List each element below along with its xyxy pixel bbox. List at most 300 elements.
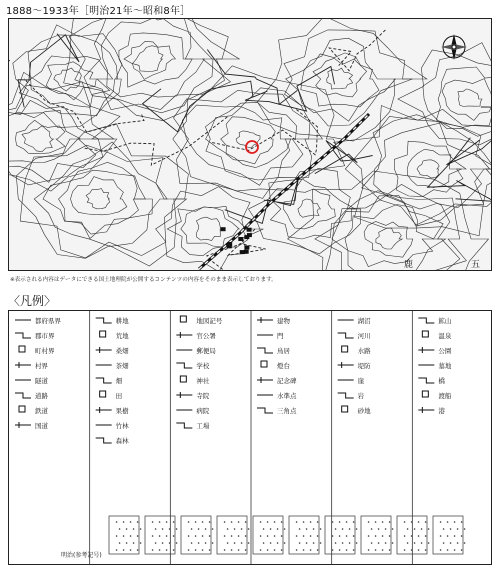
swatch-dot	[126, 542, 128, 544]
swatch-dot	[198, 528, 200, 530]
swatch-dot	[277, 542, 279, 544]
swatch-dot	[454, 521, 456, 523]
compass-rose-icon	[441, 34, 467, 60]
legend-label: 崖	[357, 377, 365, 385]
swatch-dot	[382, 549, 384, 551]
swatch-dot	[195, 535, 197, 537]
swatch-dot	[421, 542, 423, 544]
legend-label: 三角点	[277, 407, 297, 415]
building-block	[227, 242, 232, 246]
legend-symbols	[15, 316, 434, 443]
swatch-dot	[457, 528, 459, 530]
building-block	[247, 228, 252, 232]
swatch-dot	[443, 542, 445, 544]
road-9	[329, 30, 385, 71]
swatch-dot	[234, 528, 236, 530]
legend-label: 水路	[357, 347, 371, 355]
swatch-dot	[188, 549, 190, 551]
legend-labels	[35, 316, 452, 445]
swatch-dot	[123, 535, 125, 537]
swatch-dot	[339, 549, 341, 551]
legend-label: 隧道	[35, 377, 48, 385]
place-label-1: 鹿	[404, 260, 414, 270]
legend-label: 病院	[196, 407, 210, 415]
swatch-dot	[440, 549, 442, 551]
swatch-dot	[317, 549, 319, 551]
swatch-dot	[335, 542, 337, 544]
swatch-dot	[425, 549, 427, 551]
contour-0-1	[46, 62, 96, 100]
legend-panel	[8, 310, 492, 565]
swatch-dot	[414, 528, 416, 530]
legend-symbol-icon	[15, 333, 31, 338]
legend-label: 岩	[357, 392, 365, 400]
legend-symbol-icon	[100, 331, 106, 337]
swatch-dot	[140, 542, 142, 544]
swatch-dot	[209, 549, 211, 551]
swatch-dot	[116, 535, 118, 537]
swatch-dot	[263, 542, 265, 544]
legend-symbol-icon	[96, 407, 112, 413]
swatch-dot	[152, 521, 154, 523]
swatch-dot	[234, 542, 236, 544]
swatch-dot	[313, 528, 315, 530]
swatch-dot	[133, 542, 135, 544]
legend-label: 道路	[35, 392, 48, 400]
swatch-dot	[274, 521, 276, 523]
legend-symbol-icon	[96, 347, 112, 353]
contour-4-0	[417, 160, 439, 178]
swatch-dot	[454, 549, 456, 551]
swatch-dot	[339, 521, 341, 523]
building-block	[221, 227, 226, 231]
swatch-dot	[368, 521, 370, 523]
swatch-dot	[313, 542, 315, 544]
legend-symbol-icon	[180, 316, 186, 322]
swatch-dot	[447, 549, 449, 551]
swatch-dot	[155, 528, 157, 530]
swatch-dot	[306, 528, 308, 530]
swatch-dot	[368, 549, 370, 551]
swatch-dot	[224, 535, 226, 537]
contour-10-4	[398, 43, 492, 145]
swatch-dot	[162, 542, 164, 544]
road-8	[9, 60, 10, 108]
contour-3-0	[327, 68, 353, 89]
swatch-dot	[389, 535, 391, 537]
swatch-dot	[176, 542, 178, 544]
swatch-dot	[392, 542, 394, 544]
swatch-dot	[461, 521, 463, 523]
swatch-dot	[418, 521, 420, 523]
swatch-dot	[123, 549, 125, 551]
contour-6-0	[196, 217, 220, 240]
swatch-dot	[245, 549, 247, 551]
contour-1-3	[101, 19, 204, 97]
swatch-dot	[392, 528, 394, 530]
legend-symbol-icon	[418, 407, 434, 413]
swatch-dot	[195, 521, 197, 523]
swatch-dot	[227, 542, 229, 544]
contour-4-1	[407, 149, 461, 187]
legend-label: 門	[277, 332, 284, 340]
swatch-dot	[284, 528, 286, 530]
swatch-dot	[119, 528, 121, 530]
swatch-dot	[245, 535, 247, 537]
swatch-dot	[281, 521, 283, 523]
swatch-dot	[428, 528, 430, 530]
contour-10-0	[458, 89, 482, 107]
swatch-dot	[227, 528, 229, 530]
legend-symbol-icon	[422, 331, 428, 337]
legend-canvas	[9, 311, 492, 565]
legend-symbol-icon	[15, 422, 31, 428]
swatch-dot	[349, 542, 351, 544]
swatch-dot	[198, 542, 200, 544]
swatch-dot	[202, 549, 204, 551]
swatch-dot	[267, 521, 269, 523]
contour-7-2	[345, 205, 434, 267]
legend-label: 鉄道	[35, 407, 48, 415]
swatch-dot	[274, 535, 276, 537]
legend-label: 橋	[438, 377, 445, 385]
legend-symbol-icon	[342, 406, 348, 412]
swatch-dot	[152, 549, 154, 551]
legend-label: 鳥居	[277, 347, 290, 355]
road-5	[18, 34, 79, 108]
legend-symbol-icon	[176, 423, 192, 428]
legend-label: 港	[438, 407, 445, 415]
legend-swatches	[109, 516, 465, 554]
swatch-dot	[270, 528, 272, 530]
swatch-dot	[342, 528, 344, 530]
swatch-dot	[188, 521, 190, 523]
swatch-dot	[188, 535, 190, 537]
legend-symbol-icon	[342, 346, 348, 352]
swatch-dot	[274, 549, 276, 551]
swatch-dot	[303, 521, 305, 523]
swatch-dot	[155, 542, 157, 544]
swatch-dot	[317, 521, 319, 523]
legend-label: 砂地	[357, 407, 371, 415]
legend-label: 河川	[357, 332, 371, 340]
swatch-dot	[425, 535, 427, 537]
swatch-dot	[166, 549, 168, 551]
contour-8-1	[283, 189, 335, 229]
swatch-dot	[464, 528, 466, 530]
swatch-dot	[461, 535, 463, 537]
swatch-dot	[209, 521, 211, 523]
historical-map[interactable]	[8, 18, 492, 271]
road-3	[85, 117, 228, 165]
swatch-dot	[353, 549, 355, 551]
swatch-dot	[296, 521, 298, 523]
swatch-dot	[349, 528, 351, 530]
swatch-dot	[267, 535, 269, 537]
contour-2-6	[173, 66, 345, 191]
swatch-dot	[202, 521, 204, 523]
swatch-dot	[116, 549, 118, 551]
swatch-dot	[356, 528, 358, 530]
contour-3-4	[284, 30, 412, 126]
swatch-dot	[248, 542, 250, 544]
swatch-dot	[299, 542, 301, 544]
swatch-dot	[404, 549, 406, 551]
swatch-dot	[159, 549, 161, 551]
legend-symbol-icon	[100, 391, 106, 397]
legend-label: 墓地	[438, 362, 452, 370]
legend-symbol-icon	[257, 377, 273, 383]
swatch-dot	[382, 535, 384, 537]
swatch-dot	[450, 542, 452, 544]
legend-label: 建物	[277, 317, 290, 325]
swatch-dot	[310, 549, 312, 551]
swatch-dot	[241, 542, 243, 544]
legend-label: 都府県界	[35, 317, 61, 325]
swatch-dot	[356, 542, 358, 544]
swatch-dot	[133, 528, 135, 530]
swatch-dot	[202, 535, 204, 537]
swatch-dot	[317, 535, 319, 537]
swatch-dot	[224, 549, 226, 551]
swatch-dot	[176, 528, 178, 530]
swatch-dot	[130, 521, 132, 523]
swatch-dot	[162, 528, 164, 530]
swatch-dot	[440, 535, 442, 537]
legend-symbol-icon	[257, 317, 273, 323]
contour-4-3	[374, 123, 490, 209]
map-canvas	[9, 19, 492, 271]
swatch-dot	[447, 535, 449, 537]
contour-1-1	[124, 41, 175, 79]
legend-symbol-icon	[338, 362, 354, 368]
swatch-dot	[385, 528, 387, 530]
swatch-dot	[425, 521, 427, 523]
swatch-dot	[130, 549, 132, 551]
legend-label: 公園	[438, 347, 452, 355]
legend-symbol-icon	[176, 363, 192, 368]
swatch-dot	[241, 528, 243, 530]
swatch-dot	[169, 542, 171, 544]
swatch-dot	[385, 542, 387, 544]
swatch-dot	[159, 535, 161, 537]
legend-label: 茶畑	[115, 362, 129, 370]
legend-label: 鉱山	[438, 317, 452, 325]
swatch-dot	[140, 528, 142, 530]
swatch-dot	[306, 542, 308, 544]
legend-label: 村界	[35, 362, 48, 370]
contour-5-6	[16, 124, 188, 266]
legend-bottom-label: 明治(参考記号)	[61, 552, 102, 559]
swatch-dot	[310, 521, 312, 523]
legend-symbol-icon	[338, 393, 354, 398]
swatch-dot	[277, 528, 279, 530]
swatch-dot	[166, 535, 168, 537]
legend-label: 地図記号	[196, 317, 223, 325]
legend-label: 桑畑	[115, 347, 129, 355]
swatch-dot	[263, 528, 265, 530]
legend-label: 記念碑	[277, 377, 297, 385]
swatch-dot	[353, 535, 355, 537]
swatch-dot	[375, 549, 377, 551]
legend-label: 町村界	[35, 347, 55, 355]
legend-title: 〈凡例〉	[8, 294, 57, 308]
legend-label: 耕地	[115, 317, 129, 325]
swatch-dot	[137, 521, 139, 523]
swatch-dot	[119, 542, 121, 544]
swatch-dot	[407, 542, 409, 544]
legend-label: 堤防	[357, 362, 371, 370]
swatch-dot	[342, 542, 344, 544]
legend-label: 竹林	[115, 422, 129, 430]
swatch-dot	[418, 535, 420, 537]
swatch-dot	[389, 549, 391, 551]
swatch-dot	[231, 535, 233, 537]
swatch-dot	[404, 535, 406, 537]
contour-1-0	[133, 46, 164, 72]
legend-symbol-icon	[96, 378, 112, 383]
legend-label: 郡市界	[35, 332, 55, 340]
swatch-dot	[440, 521, 442, 523]
contour-10-3	[423, 55, 492, 136]
swatch-dot	[173, 521, 175, 523]
swatch-dot	[191, 542, 193, 544]
swatch-dot	[205, 528, 207, 530]
legend-symbol-icon	[15, 362, 31, 368]
building-block	[244, 235, 249, 239]
swatch-dot	[169, 528, 171, 530]
contour-4-4	[362, 115, 492, 226]
swatch-dot	[238, 521, 240, 523]
contour-3-2	[301, 53, 379, 107]
legend-label: 渡船	[438, 392, 452, 400]
swatch-dot	[461, 549, 463, 551]
legend-symbol-icon	[15, 393, 31, 398]
contour-10-1	[442, 79, 492, 121]
swatch-dot	[173, 549, 175, 551]
legend-label: 森林	[115, 437, 129, 445]
legend-label: 水準点	[277, 392, 297, 400]
swatch-dot	[224, 521, 226, 523]
swatch-dot	[303, 549, 305, 551]
legend-label: 畑	[115, 377, 123, 385]
swatch-dot	[173, 535, 175, 537]
swatch-dot	[346, 549, 348, 551]
swatch-dot	[389, 521, 391, 523]
swatch-dot	[421, 528, 423, 530]
swatch-dot	[195, 549, 197, 551]
swatch-dot	[464, 542, 466, 544]
swatch-dot	[353, 521, 355, 523]
legend-symbol-icon	[96, 318, 112, 323]
swatch-dot	[443, 528, 445, 530]
place-label-2: 五	[471, 260, 481, 270]
legend-label: 果樹	[115, 407, 129, 415]
swatch-dot	[231, 521, 233, 523]
swatch-dot	[411, 535, 413, 537]
swatch-dot	[332, 535, 334, 537]
swatch-dot	[205, 542, 207, 544]
contour-3-5	[257, 19, 427, 141]
swatch-dot	[281, 549, 283, 551]
swatch-dot	[404, 521, 406, 523]
swatch-dot	[346, 535, 348, 537]
legend-label: 工場	[196, 422, 210, 430]
swatch-dot	[447, 521, 449, 523]
swatch-dot	[238, 535, 240, 537]
legend-symbol-icon	[96, 438, 112, 443]
legend-symbol-icon	[418, 318, 434, 323]
swatch-dot	[339, 535, 341, 537]
swatch-dot	[457, 542, 459, 544]
contour-7-0	[376, 228, 402, 249]
swatch-dot	[212, 542, 214, 544]
swatch-dot	[152, 535, 154, 537]
legend-symbol-icon	[19, 346, 25, 352]
swatch-dot	[310, 535, 312, 537]
legend-label: 官公署	[196, 332, 216, 340]
swatch-dot	[382, 521, 384, 523]
contour-5-1	[71, 177, 127, 215]
building-block	[244, 250, 249, 254]
source-note: ※表示される内容はデータにできる国土地理院が公開するコンテンツの内容をそのまま表示しております。	[10, 277, 277, 283]
swatch-dot	[371, 542, 373, 544]
swatch-dot	[378, 528, 380, 530]
contour-9-1	[16, 120, 66, 153]
swatch-dot	[123, 521, 125, 523]
swatch-dot	[418, 549, 420, 551]
swatch-dot	[159, 521, 161, 523]
swatch-dot	[212, 528, 214, 530]
swatch-dot	[368, 535, 370, 537]
swatch-dot	[284, 542, 286, 544]
swatch-dot	[299, 528, 301, 530]
legend-label: 荒地	[115, 332, 129, 340]
swatch-dot	[166, 521, 168, 523]
swatch-dot	[137, 535, 139, 537]
legend-label: 湖沼	[357, 317, 371, 325]
swatch-dot	[209, 535, 211, 537]
contour-0-2	[31, 56, 113, 107]
swatch-dot	[450, 528, 452, 530]
legend-symbol-icon	[180, 376, 186, 382]
contour-7-1	[364, 222, 413, 258]
legend-symbol-icon	[338, 333, 354, 338]
swatch-dot	[260, 549, 262, 551]
swatch-dot	[346, 521, 348, 523]
swatch-dot	[137, 549, 139, 551]
swatch-dot	[414, 542, 416, 544]
swatch-dot	[375, 535, 377, 537]
contour-9-2	[9, 111, 81, 163]
swatch-dot	[454, 535, 456, 537]
swatch-dot	[411, 521, 413, 523]
swatch-dot	[260, 535, 262, 537]
swatch-dot	[296, 549, 298, 551]
contour-8-0	[298, 199, 321, 217]
legend-label: 寺院	[196, 392, 210, 400]
contour-5-0	[86, 189, 110, 209]
legend-symbol-icon	[19, 406, 25, 412]
legend-symbol-icon	[257, 348, 273, 353]
swatch-dot	[296, 535, 298, 537]
swatch-dot	[375, 521, 377, 523]
swatch-dot	[191, 528, 193, 530]
swatch-dot	[116, 521, 118, 523]
swatch-dot	[332, 521, 334, 523]
legend-symbol-icon	[418, 347, 434, 353]
legend-label: 田	[115, 392, 123, 400]
